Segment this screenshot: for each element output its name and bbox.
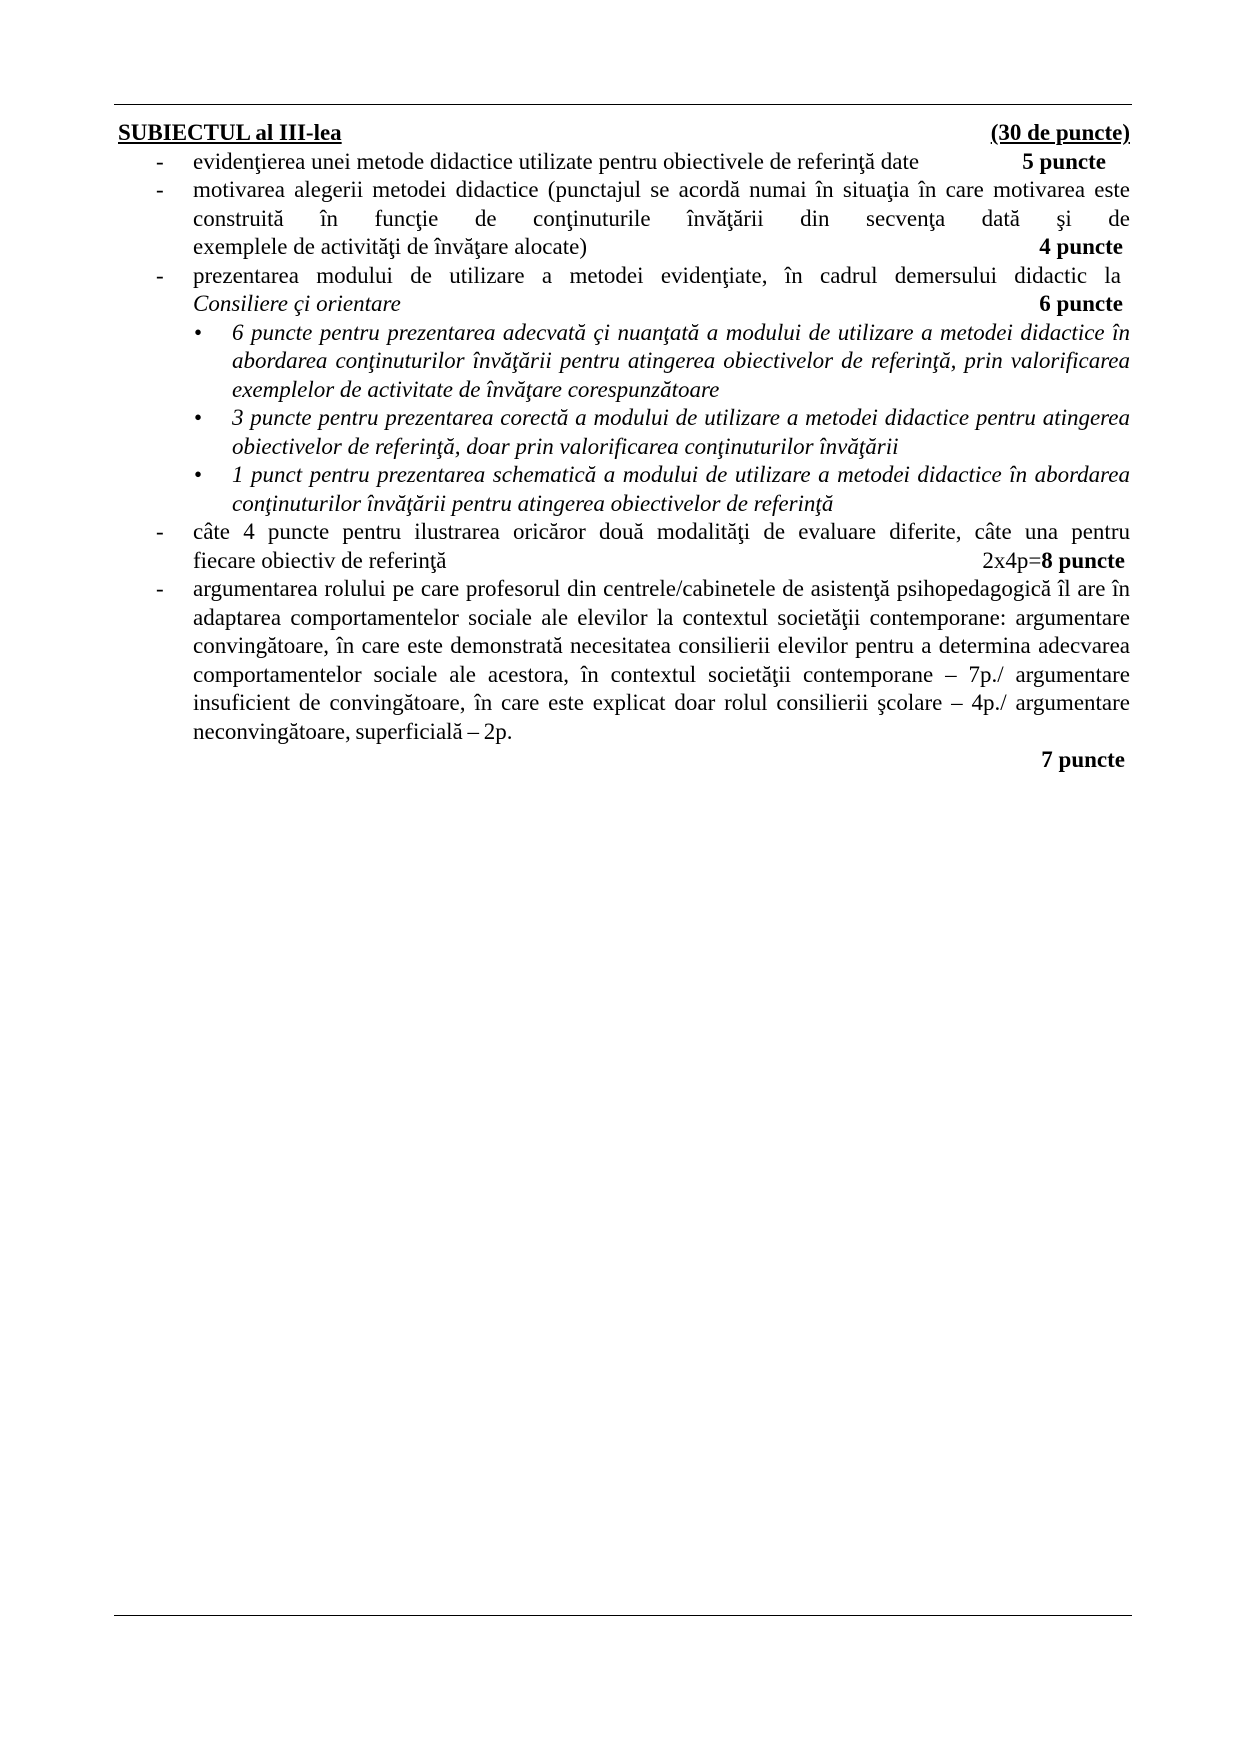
- list-item: [118, 176, 1130, 262]
- bullet-text: 1 punct pentru prezentarea schematică a modului de utilizare a metodei didactice în abordarea conţinuturilor învăţării pentru atingerea obiectivelor de referinţă: [232, 462, 1130, 516]
- item-text: câte 4 puncte pentru ilustrarea oricăror două modalităţi de evaluare diferite, câte una pentru: [193, 519, 1130, 544]
- grading-scheme: [118, 119, 1130, 775]
- item-points-formula: 2x4p=: [982, 547, 1042, 573]
- item-text: evidenţierea unei metode didactice utilizate pentru obiectivele de referinţă date: [193, 148, 920, 174]
- list-item: [118, 262, 1130, 319]
- top-rule: [114, 104, 1132, 105]
- dash-marker: -: [156, 262, 164, 288]
- item-points: 8 puncte: [1041, 547, 1125, 573]
- bullet-marker: •: [194, 405, 203, 430]
- item-text: prezentarea modului de utilizare a metodei evidenţiate, în cadrul demersului didactic la: [193, 262, 1121, 288]
- item-points: 5 puncte: [1022, 148, 1106, 174]
- dash-marker: -: [156, 576, 164, 601]
- bottom-rule: [114, 1615, 1132, 1616]
- dash-marker: -: [156, 519, 164, 544]
- item-text-last-line: fiecare obiectiv de referinţă: [193, 547, 447, 573]
- dash-marker: -: [156, 148, 164, 174]
- section-total-points: (30 de puncte): [990, 120, 1130, 145]
- item-points: 7 puncte: [1041, 747, 1125, 772]
- item-points: 4 puncte: [1039, 234, 1123, 259]
- list-item: [118, 575, 1130, 775]
- item-text-last-line: exemplele de activităţi de învăţare alocate): [193, 234, 587, 259]
- item-points-group: [982, 547, 1125, 576]
- bullet-text: 6 puncte pentru prezentarea adecvată çi nuanţată a modului de utilizare a metodei didactice în abordarea conţinuturilor învăţării pentru atingerea obiectivelor de referinţă, prin valorificarea exemplelor de activitate de învăţare corespunzătoare: [232, 319, 1130, 402]
- bullet-item: [118, 404, 1130, 461]
- bullet-item: [118, 461, 1130, 518]
- bullet-marker: •: [194, 462, 203, 487]
- dash-marker: -: [156, 177, 164, 202]
- bullet-text: 3 puncte pentru prezentarea corectă a modului de utilizare a metodei didactice pentru atingerea obiectivelor de referinţă, doar prin valorificarea conţinuturilor învăţării: [232, 405, 1130, 459]
- list-item: [118, 148, 1130, 177]
- item-text: motivarea alegerii metodei didactice (punctajul se acordă numai în situaţia în care motivarea este construită în funcţie de conţinuturile învăţării din secvenţa dată şi de: [193, 177, 1130, 231]
- item-text: argumentarea rolului pe care profesorul din centrele/cabinetele de asistenţă psihopedagogică îl are în adaptarea comportamentelor sociale ale elevilor la contextul societăţii contemporane: argumentare convingătoare, în care este demonstrată necesitatea consilierii elevilor pentru a determina adecvarea comportamentelor sociale ale acestora, în contextul societăţii contemporane – 7p./ argumentare insuficient de convingătoare, în care este explicat doar rolul consilierii şcolare – 4p./ argumentare neconvingătoare, superficială – 2p.: [193, 576, 1130, 744]
- item-points: 6 puncte: [1039, 291, 1123, 316]
- section-heading: [118, 119, 1130, 148]
- bullet-marker: •: [194, 319, 203, 345]
- bullet-item: [118, 319, 1130, 405]
- section-title: SUBIECTUL al III-lea: [118, 120, 342, 145]
- list-item: [118, 518, 1130, 575]
- item-text-subject: Consiliere çi orientare: [193, 291, 401, 316]
